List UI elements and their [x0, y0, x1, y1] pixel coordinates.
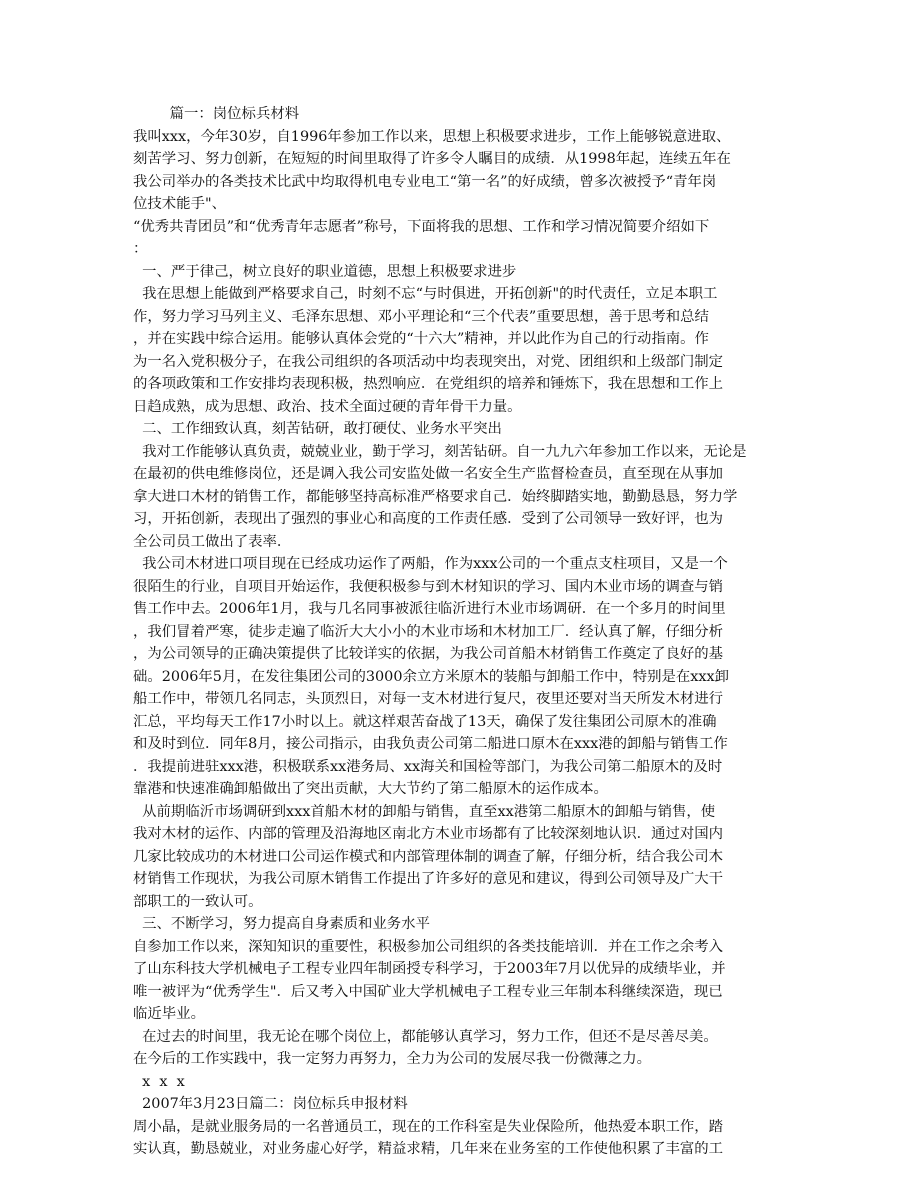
text-line: 和及时到位．同年8月，接公司指示，由我负责公司第二船进口原木在xxx港的卸船与销售工作: [133, 736, 728, 752]
text-line: 靠港和快速准确卸船做出了突出贡献，大大节约了第二船原木的运作成本。: [133, 781, 608, 797]
text-line: 的各项政策和工作安排均表现积极，热烈响应．在党组织的培养和锤炼下，我在思想和工作上: [133, 376, 724, 392]
document-page: [133, 103, 793, 1161]
text-line: 2007年3月23日篇二：岗位标兵申报材料: [133, 1096, 408, 1112]
text-line: 实认真，勤恳兢业，对业务虚心好学，精益求精，几年来在业务室的工作使他积累了丰富的工: [133, 1141, 724, 1157]
text-line: 日趋成熟，成为思想、政治、技术全面过硬的青年骨干力量。: [133, 398, 522, 415]
text-line: ，为公司领导的正确决策提供了比较详实的依据，为我公司首船木材销售工作奠定了良好的基: [133, 646, 724, 662]
text-line: 础。2006年5月，在发往集团公司的3000余立方米原木的装船与卸船工作中，特别是在xxx卸: [133, 668, 730, 685]
text-line: 船工作中，带领几名同志，头顶烈日，对每一支木材进行复尺，夜里还要对当天所发木材进行: [133, 691, 724, 707]
text-line: ：: [133, 241, 148, 257]
text-line: 汇总，平均每天工作17小时以上。就这样艰苦奋战了13天，确保了发往集团公司原木的准确: [133, 713, 717, 730]
text-line: 我公司举办的各类技术比武中均取得机电专业电工“第一名”的好成绩，曾多次被授予“青年岗: [133, 173, 717, 190]
text-line: 周小晶，是就业服务局的一名普通员工，现在的工作科室是失业保险所，他热爱本职工作，踏: [133, 1118, 724, 1135]
text-line: 材销售工作现状，为我公司原木销售工作提出了许多好的意见和建议，得到公司领导及广大干: [133, 871, 724, 887]
text-line: 在今后的工作实践中，我一定努力再努力，全力为公司的发展尽我一份微薄之力。: [133, 1051, 652, 1067]
text-line: 我在思想上能做到严格要求自己，时刻不忘“与时俱进，开拓创新"的时代责任，立足本职工: [133, 286, 718, 302]
text-line: 位技术能手"、: [133, 196, 226, 212]
text-line: “优秀共青团员”和“优秀青年志愿者”称号，下面将我的思想、工作和学习情况简要介绍如下: [133, 218, 710, 235]
text-line: 从前期临沂市场调研到xxx首船木材的卸船与销售，直至xx港第二船原木的卸船与销售，使: [133, 803, 716, 820]
text-line: 唯一被评为“优秀学生"．后又考入中国矿业大学机械电子工程专业三年制本科继续深造，现已: [133, 983, 723, 1000]
text-line: 自参加工作以来，深知知识的重要性，积极参加公司组织的各类技能培训．并在工作之余考入: [133, 938, 724, 955]
text-line: 我对工作能够认真负责，兢兢业业，勤于学习，刻苦钻研。自一九九六年参加工作以来，无论是: [133, 443, 747, 460]
text-line: 在过去的时间里，我无论在哪个岗位上，都能够认真学习，努力工作，但还不是尽善尽美。: [133, 1028, 718, 1045]
text-line: 刻苦学习、努力创新，在短短的时间里取得了许多令人瞩目的成绩．从1998年起，连续五年在: [133, 151, 731, 167]
text-line: 拿大进口木材的销售工作，都能够坚持高标准严格要求自己．始终脚踏实地，勤勤恳恳，努力学: [133, 488, 738, 505]
text-line: ．我提前进驻xxx港，积极联系xx港务局、xx海关和国检等部门，为我公司第二船原木的及时: [133, 758, 723, 775]
text-line: ，我们冒着严寒，徒步走遍了临沂大大小小的木业市场和木材加工厂．经认真了解，仔细分析: [133, 623, 724, 640]
text-line: 了山东科技大学机械电子工程专业四年制函授专科学习，于2003年7月以优异的成绩毕业，并: [133, 961, 726, 977]
text-line: 一、严于律己，树立良好的职业道德，思想上积极要求进步: [133, 263, 517, 280]
text-line: 为一名入党积极分子，在我公司组织的各项活动中均表现突出，对党、团组织和上级部门制定: [133, 353, 724, 370]
text-line: 部职工的一致认可。: [133, 893, 263, 910]
text-line: x x x: [133, 1073, 185, 1090]
text-line: 我对木材的运作、内部的管理及沿海地区南北方木业市场都有了比较深刻地认识．通过对国内: [133, 826, 724, 842]
text-line: 篇一：岗位标兵材料: [133, 106, 300, 122]
text-line: 习，开拓创新，表现出了强烈的事业心和高度的工作责任感．受到了公司领导一致好评，也为: [133, 511, 724, 527]
text-line: 几家比较成功的木材进口公司运作模式和内部管理体制的调查了解，仔细分析，结合我公司木: [133, 848, 724, 865]
text-line: 三、不断学习，努力提高自身素质和业务水平: [133, 916, 430, 932]
text-line: 全公司员工做出了表率．: [133, 533, 292, 550]
text-line: 二、工作细致认真，刻苦钻研，敢打硬仗、业务水平突出: [133, 421, 502, 437]
text-line: 我叫xxx，今年30岁，自1996年参加工作以来，思想上积极要求进步，工作上能够锐意进取、: [133, 128, 731, 145]
text-line: 售工作中去。2006年1月，我与几名同事被派往临沂进行木业市场调研．在一个多月的时间里: [133, 601, 726, 617]
text-line: 作，努力学习马列主义、毛泽东思想、邓小平理论和“三个代表”重要思想，善于思考和总结: [133, 308, 709, 325]
text-line: ，并在实践中综合运用。能够认真体会党的“十六大”精神，并以此作为自己的行动指南。作: [133, 331, 709, 347]
text-line: 临近毕业。: [133, 1006, 205, 1022]
text-line: 很陌生的行业，自项目开始运作，我便积极参与到木材知识的学习、国内木业市场的调查与销: [133, 578, 724, 595]
text-line: 在最初的供电维修岗位，还是调入我公司安监处做一名安全生产监督检查员，直至现在从事加: [133, 466, 724, 482]
text-line: 我公司木材进口项目现在已经成功运作了两船，作为xxx公司的一个重点支柱项目，又是一个: [133, 556, 728, 572]
